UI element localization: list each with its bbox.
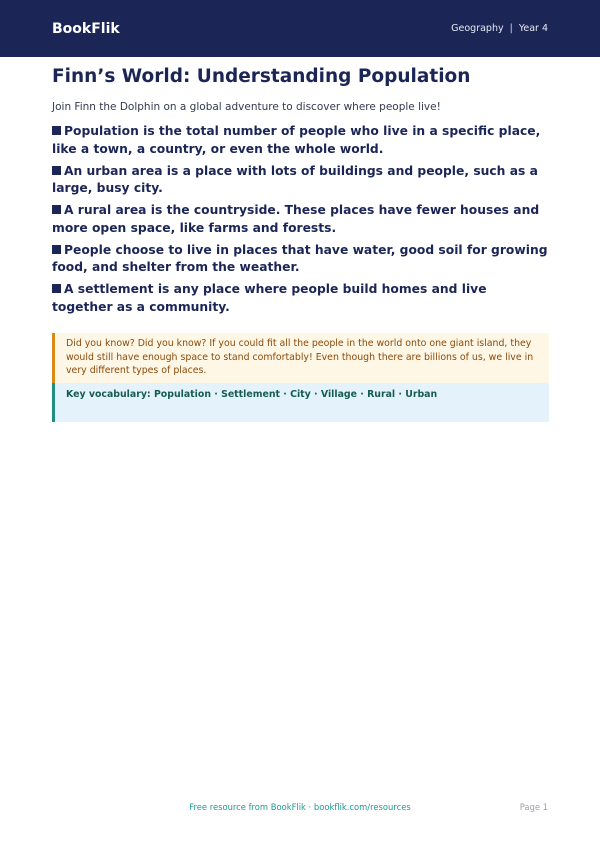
square-bullet-icon bbox=[52, 284, 61, 293]
square-bullet-icon bbox=[52, 126, 61, 135]
header-meta bbox=[451, 23, 548, 34]
did-you-know-box: Did you know? Did you know? If you could fit all the people in the world onto one giant island, they would still have enough space to stand comfortably! Even though there are billions of us, we live in very different types of places. bbox=[52, 333, 549, 383]
key-point bbox=[52, 163, 549, 198]
meta-separator: | bbox=[509, 23, 513, 34]
key-point-text: People choose to live in places that have water, good soil for growing food, and shelter from the weather. bbox=[52, 242, 548, 274]
page-number: Page 1 bbox=[519, 802, 548, 812]
header-bar bbox=[0, 0, 600, 57]
key-point-text: A rural area is the countryside. These places have fewer houses and more open space, like farms and forests. bbox=[52, 203, 540, 235]
key-point-text: Population is the total number of people who live in a specific place, like a town, a country, or even the whole world. bbox=[52, 124, 541, 156]
key-points-list bbox=[52, 123, 549, 316]
intro-text: Join Finn the Dolphin on a global adventure to discover where people live! bbox=[52, 101, 441, 113]
brand-logo-text[interactable]: BookFlik bbox=[52, 20, 120, 37]
square-bullet-icon bbox=[52, 166, 61, 175]
key-point bbox=[52, 281, 549, 316]
main-content bbox=[52, 66, 549, 422]
footer-credit[interactable]: Free resource from BookFlik · bookflik.com/resources bbox=[189, 802, 411, 812]
key-point bbox=[52, 242, 549, 277]
key-point-text: A settlement is any place where people build homes and live together as a community. bbox=[52, 282, 487, 314]
key-point-text: An urban area is a place with lots of buildings and people, such as a large, busy city. bbox=[52, 163, 538, 195]
key-point bbox=[52, 202, 549, 237]
square-bullet-icon bbox=[52, 205, 61, 214]
key-point bbox=[52, 123, 549, 158]
square-bullet-icon bbox=[52, 245, 61, 254]
key-vocabulary-box: Key vocabulary: Population · Settlement · City · Village · Rural · Urban bbox=[52, 383, 549, 422]
subject-label: Geography bbox=[451, 23, 504, 34]
grade-label: Year 4 bbox=[518, 23, 548, 34]
page-title: Finn’s World: Understanding Population bbox=[52, 66, 471, 87]
